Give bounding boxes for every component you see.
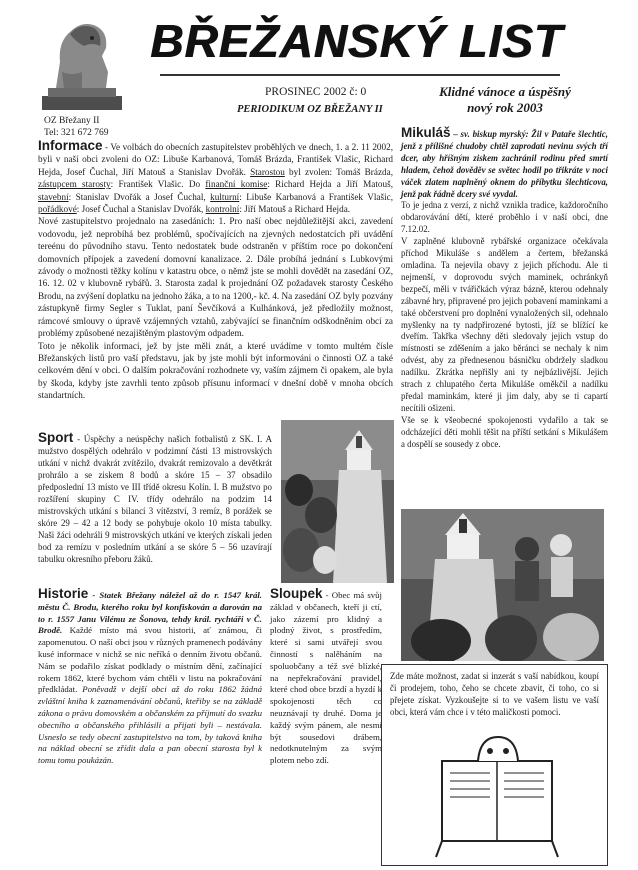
sport-article <box>38 432 272 565</box>
mikulas-lead: – sv. biskup myrský: Žil v Pataře šlechtic, jenž z přílišné chudoby chtěl zaprodati nevinu svých tří dcer, aby hříšným ziskem zachránil rodinu před smrtí hladem, čehož dověděv se světec hodil po třikráte v noci váček zlatem naplněný oknem do příbytku šlechticova, jenž pak řádně dcery své vyvdal. <box>401 129 608 199</box>
newspaper-reader-icon <box>432 731 562 859</box>
informace-p1d: : Richard Hejda a Jiří Matouš, <box>267 179 393 190</box>
classified-notice <box>381 664 608 866</box>
greeting-line-2: nový rok 2003 <box>467 100 543 115</box>
informace-p1a: - Ve volbách do obecních zastupitelstev proběhlých ve dnech, 1. a 2. 11 2002, byli v naší obci zvoleni do OZ: Libuše Karbanová, Tomáš Brázda, František Vlašic, Richard Hejda, Josef Čuchal, Jiří Matouš a Stanislav Dvořák. <box>38 142 394 177</box>
newspaper-title: BŘEŽANSKÝ LIST <box>150 15 563 67</box>
poradkove-label: pořádkové <box>38 204 77 215</box>
sloupek-heading: Sloupek <box>270 586 323 601</box>
informace-p1e: : Stanislav Dvořák a Josef Čuchal, <box>68 191 206 202</box>
historie-article <box>38 588 262 767</box>
zastupce-label: zástupcem starosty <box>38 179 111 190</box>
greeting <box>405 84 605 116</box>
sport-text: - Úspěchy a neúspěchy našich fotbalistů z SK. I. A mužstvo dospělých odehrálo v podzimní části 13 mistrovských utkání v nichž dvakrát zvítězilo, dvakrát remizovalo a devětkrát prohrálo a se ziskem 8 bodů a skóre 15 – 37 obsadilo předposlední 13 místo ve III třídě okresu Kolín. I. B mužstvo po rozšíření skupiny C IV. třídy odehrálo na podzim 14 mistrovských utkání s bilancí 3 vítězství, 3 remíz, 8 porážek se skóre 29 – 42 a 12 body se pohybuje okolo 10 místa tabulky. Naši žáci odehráli 9 mistrovských utkání ve kterých získali jeden bod za remízu v posledním utkání a se skóre 5 – 56 uzavírají tabulku okresního přeboru žáků. <box>38 434 273 564</box>
lion-statue-icon <box>36 12 128 112</box>
financni-label: finanční komise <box>205 179 268 190</box>
informace-p1c: : František Vlašic. Do <box>110 179 201 190</box>
issue-date: PROSINEC 2002 č: 0 <box>265 86 367 98</box>
historie-text: Každé místo má svou historii, ať známou, či zapomenutou. O naší obci jsou v různých pramenech podávány kusé informace v nichž se nic neříká o denním životu občanů. Nám se podařilo získat podklady o místním dění, začínající rokem 1862, které bychom vám chtěli v listu na pokračování předkládat. <box>38 625 262 695</box>
historie-italic: Poněvadž v dejší obci až do roku 1862 žádná zvláštní kniha k zaznamenávání občanů, kteřiby se na základě zákona o právu domovském a občanském za příjmutí do svazku obecního a občanského přihlásili a přijati byli – nestávala. Usneslo se tedy obecní zastupitelstvo na tom, by taková kniha na náklad obecní se zřídit dala a pan obecní starosta byl k tomu tomu poukázán. <box>38 684 262 766</box>
mikulas-article <box>401 127 608 450</box>
informace-p1f: : Libuše Karbanová a František Vlašic, <box>239 191 393 202</box>
mikulas-heading: Mikuláš <box>401 125 451 140</box>
informace-p3: Toto je několik informací, jež by jste měli znát, a které uvádíme v tomto multém čísle Břežanských listů pro vaší představu, jak by jste mohli být informováni o činnosti OZ a také celkovém dění v obci. O dalším pokračování rozhodnete vy, vaším zájmem či opakem, ale byla by škoda, kdyby jste zavrhli tento způsob přísunu informací v dnešní době v mnoha obcích standartních. <box>38 340 393 401</box>
sport-heading: Sport <box>38 430 74 445</box>
notice-text: Zde máte možnost, zadat si inzerát s vaší nabídkou, koupí či prodejem, toho, čeho se chcete zbavit, či toho, co si přejete získat. Vyzkoušejte si to ve vašem listu ve vaší obci, která vám chce i v této maličkosti pomoci. <box>390 671 599 717</box>
historie-lead: - Statek Břežany náležel až do r. 1547 král. městu Č. Brodu, kterého roku byl konfiskován a darován na to r. 1557 Janu Vilému ze Šonova, tehdy král. rychtáři v Č. Brodě. <box>38 590 262 636</box>
historie-heading: Historie <box>38 586 89 601</box>
kontrolni-label: kontrolní <box>205 204 240 215</box>
org-phone: Tel: 321 672 769 <box>44 128 109 138</box>
mikulas-children-photo <box>401 509 604 661</box>
sloupek-article <box>270 588 382 767</box>
sloupek-text: - Obec má svůj základ v občanech, kteří ji ctí, jako zázemí pro klidný a plodný život, s prostředím, které si sami utvářejí svou činností s nalěháním na spoluobčany a též své blízké, na nepřekračování pravidel, které chod obce brzdí a hyzdí k spokojenosti těch co neuznávají ty druhé. Doma je každý svým pánem, ale nesmí být sousedovi drábem, nedotknutelným za svým plotem nebo zdí. <box>270 590 383 766</box>
informace-article <box>38 140 393 402</box>
informace-p2: Nové zastupitelstvo projednalo na zasedáních: 1. Pro naší obec nejdůležitější akci, zavedení vodovodu, jež neprobíhá bez problémů, spočívajících na zjevných nedostatcích při uvádění tereénu do původního stavu. Tento nedostatek bude odstraněn v příštím roce po dokončení domovních přípojek a zavedení domovní kanalizace. 2. Dále probíhá jednání s Lubkovými závody o možnosti těžky kolínu v katastru obce, o němž jste se mohli dovědět na zasedání OZ, 16. 12. 02 v klubovně rybářů. 3. Starosta zadal k projednání OZ požadavek starosty Českého Brodu, na zvýšení doplatku na jednoho žáka, a to na 1200,- kč. 4. Na zasedání OZ byly pozvány zástupkyně firmy Segler s Tuklat, paní Ševčíková a Kulhánková, jež předložily možnost, rámcové smlouvy o úpravě vzájemných vztahů, zabývající se finančním odškodněním obcí za problémy způsobené nezajištěným plastovým odpadem. <box>38 216 393 339</box>
mikulas-p1: To je jedna z verzí, z nichž vznikla tradice, každoročního obdarovávání dětí, které proběhlo i v naší obci, dne 7.12.02. <box>401 200 608 235</box>
title-rule <box>160 74 560 76</box>
stavebni-label: stavební <box>38 191 69 202</box>
informace-heading: Informace <box>38 138 103 153</box>
kulturni-label: kulturní <box>210 191 240 202</box>
informace-p1g: : Josef Čuchal a Stanislav Dvořák, <box>76 204 204 215</box>
periodical-name: PERIODIKUM OZ BŘEŽANY II <box>237 104 383 115</box>
mikulas-photo <box>281 420 394 583</box>
org-name: OZ Břežany II <box>44 116 100 126</box>
greeting-line-1: Klidné vánoce a úspěšný <box>439 84 571 99</box>
mikulas-p3: Vše se k všeobecné spokojenosti vydařilo a tak se odcházející děti mohli těšit na příští setkání s Mikulášem a dospělí se sousedy z obce. <box>401 414 608 449</box>
org-contact <box>44 115 109 139</box>
starostou-label: Starostou <box>250 166 285 177</box>
mikulas-p2: V zaplněné klubovně rybářské organizace očekávala příchod Mikuláše s andělem a čertem, břežanská omladina. Ta nejevila obavy z jejich příchodu. Ale ti nejmenší, v doprovodu svých maminek, ochránkyň bezpečí, měli v tvářičkách výraz bázně, kterou odehnaly zábavné hry, připravené pro jejich pobavení maminkami a také občerstvení pro doplnění vynaložených sil, odehnalo myšlenky na ty nadpřirozené bytosti, jíž se blížící ke dveřím. Takřka všechny děti sledovaly jejich vstup do místnosti se zděšením a jako běránci se nechaly k nim odvést, aby za přednesenou básničku obdržely sladkou nadílku. Zkrátka nepřišly ani ty nejbázlivější. Jejich strach z chlupatého čerta Mikuláše oměkčil a nadílku předal maminkám, které ji jim daly, aby se ti capartí necítili ošizeni. <box>401 236 608 413</box>
informace-p1b: byl zvolen: Tomáš Brázda, <box>289 166 393 177</box>
informace-p1h: : Jiří Matouš a Richard Hejda. <box>239 204 351 215</box>
